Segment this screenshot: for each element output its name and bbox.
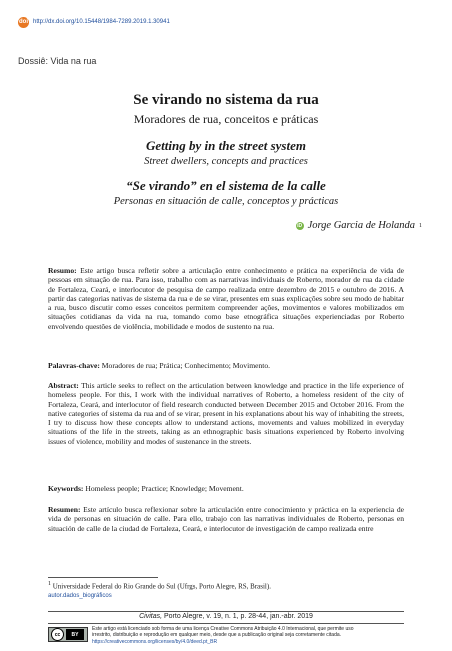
resumo-line: categorias nativas de sistema da rua e de se virar, presentes em suas explicações sobre	[78, 293, 341, 303]
resumo-line: experiência de vida de pessoas em situação de rua. Para isso, trabalho com as narrativas	[48, 266, 405, 285]
author-name[interactable]: Jorge Garcia de Holanda	[307, 220, 415, 231]
journal-citation	[48, 613, 404, 620]
abstract-line: about his way of inhabiting the streets, I try to discuss how these concepts allow to	[48, 408, 404, 428]
abstract-line: practice in the life experience of homeless people. For this, I work with the individual	[48, 381, 405, 400]
journal-rule-bottom	[48, 623, 404, 624]
attribution-by-icon: BY	[66, 629, 84, 640]
resumen-label: Resumen:	[48, 505, 81, 514]
abstract-line: life in the streets, taking as an ethnographic basis situations experienced by Roberto	[102, 427, 372, 437]
creative-commons-icon: cc	[51, 628, 64, 641]
palavras-chave	[48, 361, 404, 370]
cc-license-badge[interactable]	[48, 627, 88, 642]
license-line: Este artigo está licenciado sob forma de uma licença Creative Commons Atribuição 4.0 Internacional, que permite uso	[92, 626, 354, 632]
resumo-label: Resumo:	[48, 266, 77, 275]
title-portuguese: Se virando no sistema da rua	[133, 92, 319, 108]
abstract-line: narratives of Roberto, a homeless resident of the city of Fortaleza, Ceará, and	[48, 390, 405, 409]
abstract-line: interlocutor of field research conducted between December 2015 and October 2016.	[115, 399, 374, 409]
journal-details: Porto Alegre, v. 19, n. 1, p. 28-44, jan.-abr. 2019	[163, 613, 313, 620]
resumen-block	[48, 505, 404, 533]
abstract-line: From the native categories of sistema da rua and of se virar, present in his explanations	[48, 399, 404, 418]
keywords-text: Homeless people; Practice; Knowledge; Movement.	[85, 484, 244, 493]
footnote-mark: 1	[48, 581, 51, 587]
resumo-line: Este artigo busca refletir sobre a articulação entre conhecimento e prática na	[80, 266, 329, 275]
subtitle-english: Street dwellers, concepts and practices	[144, 156, 308, 167]
resumen-line: Este artículo busca reflexionar sobre la articulación entre conocimiento	[83, 505, 306, 514]
subtitle-portuguese: Moradores de rua, conceitos e práticas	[133, 112, 319, 126]
resumen-line: trabajo con las narrativas individuales de Roberto, personas en situación de calle de la	[48, 514, 404, 533]
footnote-text: Universidade Federal do Rio Grande do Sul (Ufrgs, Porto Alegre, RS, Brasil).	[52, 582, 271, 591]
author-line	[296, 220, 422, 231]
author-footnote-mark: 1	[419, 222, 422, 229]
abstract-line: This article seeks to reflect on the articulation between knowledge and	[81, 381, 301, 390]
license-link[interactable]: https://creativecommons.org/licenses/by/4.0/deed.pt_BR	[92, 638, 218, 645]
keywords	[48, 484, 404, 493]
license-text	[92, 626, 404, 645]
author-bio-link[interactable]: autor.dados_biográficos	[48, 593, 112, 600]
palavras-chave-label: Palavras-chave:	[48, 361, 100, 370]
keywords-label: Keywords:	[48, 484, 84, 493]
resumo-line: questões de violência, mobilidade e modos de sustento na rua.	[85, 321, 275, 331]
orcid-icon[interactable]: iD	[297, 222, 303, 229]
abstract-line: understand actions, movements and values mobilized in everyday situations of the	[48, 418, 404, 437]
resumo-line: ações, movimentos e valores mobilizados em situações cotidianas da vida na rua,	[48, 303, 404, 322]
title-english: Getting by in the street system	[146, 138, 306, 153]
resumen-line: ciudad de Fortaleza, Ceará, e interlocutor de investigación de campo realizada entre	[119, 523, 374, 533]
doi-logo-icon: doi	[18, 17, 29, 28]
journal-name: Civitas,	[139, 613, 163, 620]
license-line: irrestrito, distribuição e reprodução em qualquer meio, desde que a publicação original seja corretamente citada.	[92, 632, 342, 639]
subtitle-spanish: Personas en situación de calle, conceptos y prácticas	[113, 196, 339, 207]
resumo-block	[48, 266, 404, 331]
doi-row	[18, 16, 170, 28]
abstract-label: Abstract:	[48, 381, 79, 390]
resumo-line: tomando como base etnográfica situações experienciadas por Roberto envolvendo	[48, 312, 405, 331]
abstract-line: involving issues of violence, mobility and modes of sustenance in the streets.	[48, 427, 404, 446]
resumo-line: individuais de Roberto, morador de rua da cidade de Fortaleza, Ceará, e interlocutor de	[48, 275, 404, 294]
journal-rule-top	[48, 611, 404, 612]
footnote	[48, 580, 271, 601]
resumo-line: seu modo de habitar a rua, busco discutir como esses conceitos permitem compreender	[48, 293, 404, 313]
resumo-line: pesquisa de campo realizada entre dezembro de 2015 e outubro de 2016. A partir das	[48, 284, 404, 303]
abstract-block	[48, 381, 404, 446]
palavras-chave-text: Moradores de rua; Prática; Conhecimento; Movimento.	[101, 361, 271, 370]
section-label: Dossiê: Vida na rua	[18, 56, 97, 66]
resumen-line: y práctica en la experiencia de vida de personas en situación de calle. Para ello,	[48, 505, 404, 524]
doi-link[interactable]: http://dx.doi.org/10.15448/1984-7289.2019.1.30941	[33, 19, 170, 25]
title-spanish: “Se virando” en el sistema de la calle	[126, 178, 326, 193]
footnote-rule	[48, 577, 158, 578]
